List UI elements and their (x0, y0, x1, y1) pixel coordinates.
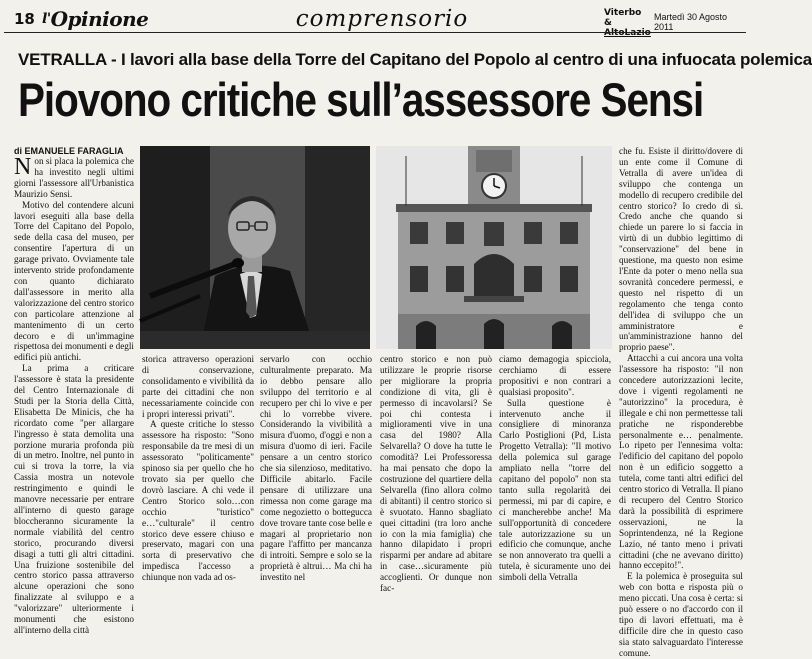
article-column-6 (619, 146, 743, 658)
article-kicker: VETRALLA - I lavori alla base della Torre del Capitano del Popolo al centro di una infuocata polemica (18, 50, 812, 69)
region-label (604, 8, 652, 38)
building-illustration (376, 146, 612, 349)
page-number: 18 (14, 10, 35, 28)
drop-cap: N (14, 154, 32, 180)
logo-main: Opinione (50, 7, 149, 31)
article-column-3 (260, 354, 372, 583)
column-6-paragraph-2: Attacchi a cui ancora una volta l'assessore ha risposto: "il non concedere autorizzazioni lecite, dove i vigenti regolamenti ne "autorizzino" la procedura, è illegale e chi non permettesse tali pratiche ne risponderebbe personalmente e… penalmente. Lo ripeto per l'ennesima volta: l'edificio del capitano del popolo non è un edificio soggetto a tutela, come tanti altri edifici del centro storico di Vetralla. Il piano di recupero del Centro Storico darà la possibilità di esprimere osservazioni, ne la Soprintendenza, né la Regione Lazio, né tanto meno i privati cittadini (che ne avevano diritto) hanno eccepito!". (619, 353, 743, 571)
region-line-1: Viterbo & (604, 8, 642, 28)
column-1-paragraph-1: Non si placa la polemica che ha investito negli ultimi giorni l'assessore all'Urbanistica Maurizio Sensi. (14, 154, 134, 199)
column-2-paragraph-1: storica attraverso operazioni di conservazione, consolidamento e vivibilità da parte dei cittadini che non necessariamente coincide con i propri interessi privati". (142, 354, 254, 419)
article-byline: di EMANUELE FARAGLIA (14, 146, 124, 156)
logo-prefix: l' (42, 11, 51, 27)
man-with-microphone-photo (140, 146, 370, 349)
article-column-2 (142, 354, 254, 583)
region-line-2: AltoLazio (604, 28, 651, 38)
article-headline: Piovono critiche sull’assessore Sensi (18, 73, 704, 126)
section-title: comprensorio (295, 6, 469, 32)
column-5-paragraph-2: Sulla questione è intervenuto anche il consigliere di minoranza Carlo Postiglioni (Pd, Lista Progetto Vetralla): "Il motivo della polemica sul garage ampliato nella "torre del capitano del popolo" non sta tanto sulla regolarità dei permessi, mi par di capire, e ci mancherebbe anche! Ma sull'opportunità di concedere tale autorizzazione su un edificio che comunque, anche se non annoverato tra quelli a tutela, è sicuramente uno dei simboli della Vetralla (499, 397, 611, 583)
header-divider (4, 32, 746, 33)
article-column-5 (499, 354, 611, 583)
column-1-paragraph-2: Motivo del contendere alcuni lavori eseguiti alla base della Torre del Capitano del Popolo, sede della casa del museo, per consentire l'apertura di un garage privato. Ovviamente tale intervento stride profondamente con quanto dichiarato dall'assessore in merito alla valorizzazione del centro storico con particolare attenzione al mantenimento di un certo decoro e di un'immagine rispettosa dei monumenti e degli edifici più antichi. (14, 199, 134, 363)
page-header (4, 4, 746, 38)
newspaper-logo (42, 7, 148, 31)
column-6-paragraph-3: E la polemica è proseguita sul web con botta e risposta più o meno piccati. Una cosa è certa: si può essere o no d'accordo con il tipo di lavori effettuati, ma è difficile dire che in questo caso sia stato salvaguardato l'interesse comune. (619, 571, 743, 658)
column-3-paragraph-1: servarlo con occhio culturalmente preparato. Ma io debbo pensare allo sviluppo del territorio e al recupero per chi lo vive e per chi lo vorrebbe vivere. Considerando la vivibilità a misura d'uomo, d'oggi e non a misura d'uomo di ieri. Facile pensare a un centro storico che sia silenzioso, meditativo. Difficile abitarlo. Facile pensare di utilizzare una rimessa non come garage ma come negozietto o bottegucca dove trovare tante cose belle e magari al proprietario non pagare l'affitto per mancanza di introiti. Sempre e solo se la proprietà è altrui… Ma chi ha investito nel (260, 354, 372, 583)
column-1-paragraph-3: La prima a criticare l'assessore è stata la presidente del Centro Internazionale di Studi per la Storia della Città, Elisabetta De Minicis, che ha ricordato come "per allargare l'ingresso è stata demolita una porzione muraria profonda più di un metro. Inoltre, nel punto in cui si trova la torre, la via Cassia mostra un notevole restringimento e quindi le manovre necessarie per entrare all'interno di questo garage bloccheranno sicuramente la normale viabilità del centro storico, procurando diversi disagi a tutti gli altri cittadini. Una fruizione sostenibile del centro storico passa attraverso alcune operazioni che sono finalizzate al sviluppo e a "valorizzare" ulteriormente i monumenti che esistono all'interno della città (14, 363, 134, 635)
column-4-paragraph-1: centro storico e non può utilizzare le proprie risorse per migliorare la propria condizione di vita, gli è permesso di incavolarsi? Se poi chi contesta i miglioramenti vive in una casa del 1980? Alla Selvarella? O dove ha tutte le comodità? Lei Professoressa ha mai pensato che dopo la costruzione del quartiere della Selvarella (fino allora colmo di abitanti) il centro storico si è svuotato. Hanno sbagliato quei cittadini (tra loro anche io con la mia famiglia) che hanno dilapidato i propri risparmi per andare ad abitare in case…sicuramente più accoglienti. Or dunque non fac- (380, 354, 492, 594)
issue-date: Martedì 30 Agosto 2011 (654, 12, 728, 32)
column-6-paragraph-1: che fu. Esiste il diritto/dovere di un ente come il Comune di Vetralla di avere un'idea di sviluppo che contenga un modello di recupero credibile del centro storico? Io credo di sì. Credo anche che quando si chiede un parere lo si faccia in virtù di un dubbio legittimo di "conservazione" del bene in questione, ma questo non esime l'Ente da poter o meno nella sua sovranità concedere permessi, e questo nel rispetto di un regolamento che tenga conto dell'idea di sviluppo che un amministratore e un'amministrazione hanno del proprio paese". (619, 146, 743, 353)
article-column-1 (14, 154, 134, 635)
column-5-paragraph-1: ciamo demagogia spicciola, cerchiamo di essere propositivi e non contrari a qualsiasi proposito". (499, 354, 611, 397)
article-column-4 (380, 354, 492, 594)
clock-tower-building-photo (376, 146, 612, 349)
column-2-paragraph-2: A queste critiche lo stesso assessore ha risposto: "Sono responsabile da tre mesi di un assessorato "politicamente" spinoso sia per quello che ho trovato sia per quello che dovrò lasciare. A chi vede il Centro Storico solo…con occhio "turistico" e…"culturale" il centro storico deve essere chiuso e preservato, magari con una sorta di preservativo che impedisca l'accesso a chiunque non vada ad os- (142, 419, 254, 583)
portrait-illustration (140, 146, 370, 349)
